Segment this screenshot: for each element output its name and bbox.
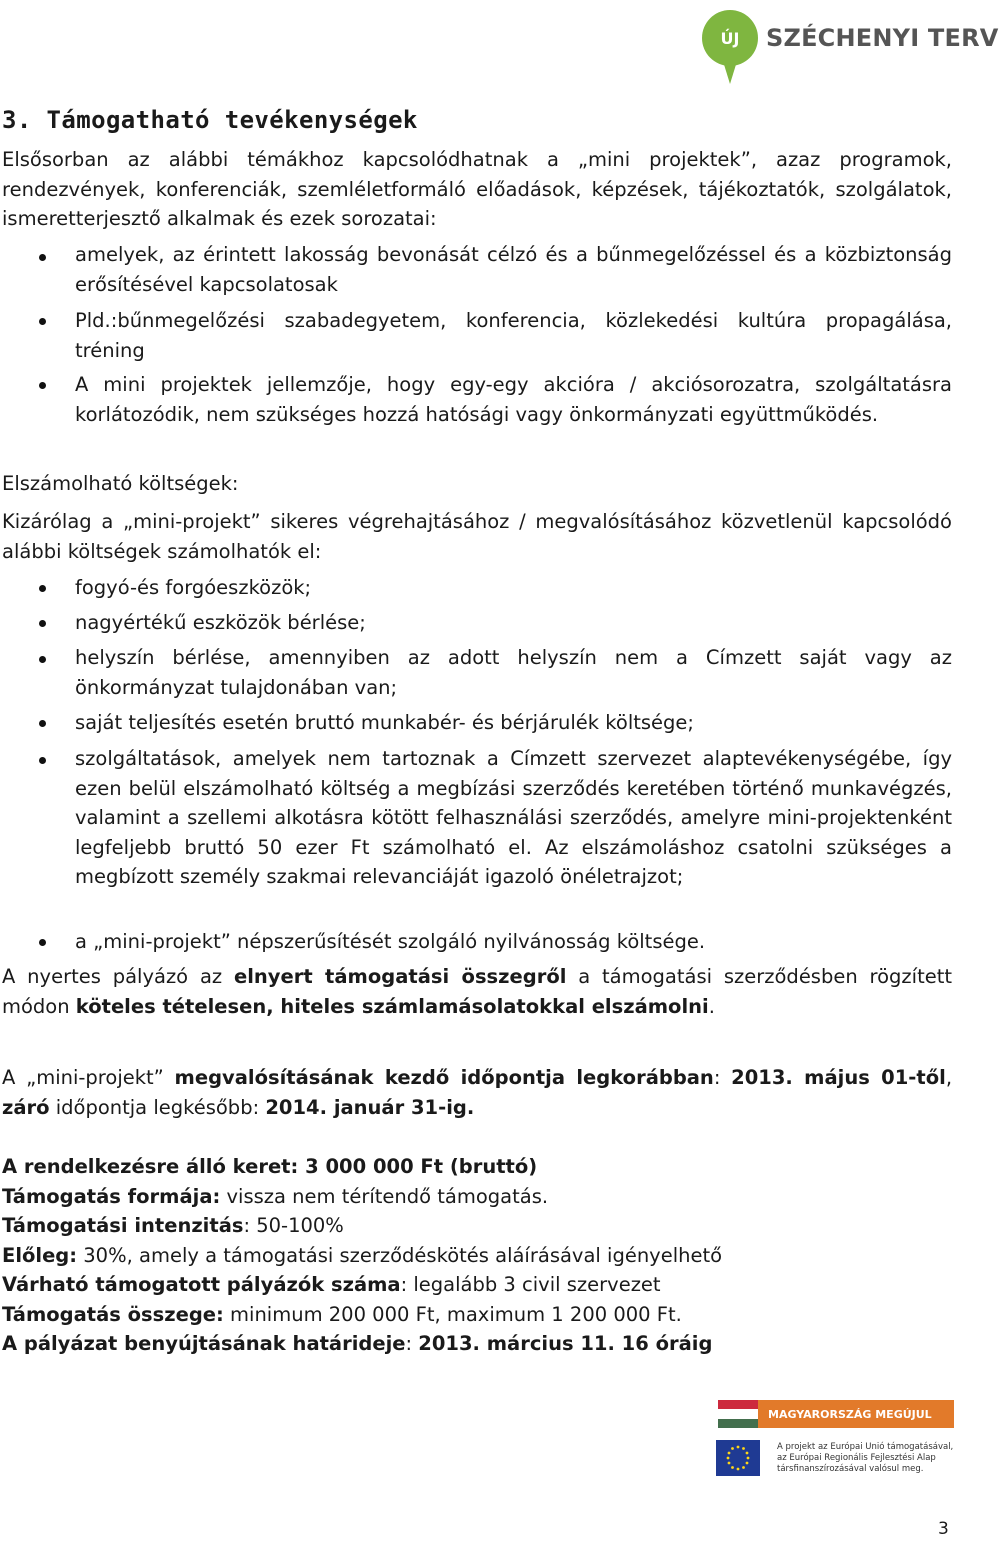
bullet-dot — [39, 585, 46, 592]
expected-label: Várható támogatott pályázók száma — [2, 1273, 401, 1296]
eu-funding-note: A projekt az Európai Unió támogatásával, az Európai Regionális Fejlesztési Alap társfinanszírozásával valósul meg. — [777, 1442, 954, 1474]
activity-bullet: amelyek, az érintett lakosság bevonását célzó és a bűnmegelőzéssel és a közbiztonság erősítésével kapcsolatosak — [75, 243, 952, 296]
advance-value: 30%, amely a támogatási szerződéskötés aláírásával igényelhető — [77, 1243, 723, 1267]
logo-text: SZÉCHENYI TERV — [766, 24, 999, 52]
page-number: 3 — [938, 1519, 949, 1539]
cost-item: fogyó-és forgóeszközök; — [75, 576, 312, 599]
form-line — [2, 1182, 722, 1212]
bullet-dot — [39, 620, 46, 627]
expected-value: : legalább 3 civil szervezet — [400, 1273, 661, 1296]
settlement-bold: köteles tételesen, hiteles számlamásolatokkal elszámolni — [75, 994, 709, 1018]
timing-end-date: 2014. január 31-ig. — [265, 1095, 475, 1119]
amount-label: Támogatás összege: — [2, 1302, 224, 1326]
bullet-dot — [39, 757, 46, 764]
settlement-text: . — [708, 994, 715, 1018]
amount-value: minimum 200 000 Ft, maximum 1 200 000 Ft. — [223, 1302, 682, 1326]
bullet-dot — [39, 318, 46, 325]
deadline-sep: : — [405, 1332, 419, 1355]
deadline-line — [2, 1329, 722, 1359]
form-value: vissza nem térítendő támogatás. — [220, 1184, 549, 1208]
amount-line — [2, 1300, 722, 1330]
deadline-label: A pályázat benyújtásának határideje — [2, 1332, 406, 1355]
expected-line — [2, 1270, 722, 1300]
settlement-paragraph — [2, 962, 952, 1021]
timing-paragraph — [2, 1063, 952, 1122]
advance-line — [2, 1241, 722, 1271]
timing-bold: megvalósításának kezdő időpontja legkorábban — [174, 1066, 714, 1089]
bullet-dot — [39, 939, 46, 946]
intensity-label: Támogatási intenzitás — [2, 1214, 244, 1237]
bullet-dot — [39, 720, 46, 727]
cost-item: nagyértékű eszközök bérlése; — [75, 611, 366, 634]
deadline-value: 2013. március 11. 16 óráig — [418, 1332, 713, 1355]
activity-bullet: Pld.:bűnmegelőzési szabadegyetem, konferencia, közlekedési kultúra propagálása, tréning — [75, 309, 952, 362]
eu-stars-icon — [716, 1440, 760, 1476]
activity-bullet: A mini projektek jellemzője, hogy egy-egy akcióra / akciósorozatra, szolgáltatásra korlátozódik, nem szükséges hozzá hatósági vagy önkormányzati együttműködés. — [75, 373, 952, 426]
bullet-dot — [39, 656, 46, 663]
cost-item: a „mini-projekt” népszerűsítését szolgáló nyilvánosság költsége. — [75, 930, 706, 953]
intensity-line — [2, 1211, 722, 1241]
form-label: Támogatás formája: — [2, 1184, 221, 1208]
cost-item: saját teljesítés esetén bruttó munkabér- és bérjárulék költsége; — [75, 711, 694, 734]
timing-start-date: 2013. május 01-től — [731, 1066, 946, 1089]
logo-mark: ÚJ — [702, 10, 758, 66]
cost-item: szolgáltatások, amelyek nem tartoznak a Címzett szervezet alaptevékenységébe, így ezen belül elszámolható költség a megbízási szerződés keretében történő munkavégzés, valamint a szellemi alkotásra kötött felhasználási szerződés, amelyre mini-projektenként legfeljebb bruttó 50 ezer Ft számolható el. Az elszámoláshoz csatolni szükséges a megbízott személy szakmai relevanciáját igazoló önéletrajzot; — [75, 747, 952, 888]
section-title: 3. Támogatható tevékenységek — [2, 106, 418, 134]
timing-text: : — [713, 1066, 732, 1089]
settlement-text: A nyertes pályázó az — [2, 965, 234, 988]
advance-label: Előleg: — [2, 1243, 78, 1267]
bullet-dot — [39, 382, 46, 389]
details-block — [2, 1152, 722, 1359]
timing-text: , — [945, 1066, 953, 1089]
cost-item: helyszín bérlése, amennyiben az adott helyszín nem a Címzett saját vagy az önkormányzat tulajdonában van; — [75, 646, 952, 699]
budget-line: A rendelkezésre álló keret: 3 000 000 Ft (bruttó) — [2, 1155, 538, 1178]
section-intro: Elsősorban az alábbi témákhoz kapcsolódhatnak a „mini projektek”, azaz programok, rendezvények, konferenciák, szemléletformáló előadások, képzések, tájékoztatók, szolgálatok, ismeretterjesztő alkalmak és ezek sorozatai: — [2, 148, 952, 230]
timing-bold: záró — [2, 1095, 50, 1119]
timing-text: időpontja legkésőbb: — [49, 1095, 266, 1119]
costs-title: Elszámolható költségek: — [2, 472, 239, 495]
settlement-bold: elnyert támogatási összegről — [233, 965, 567, 988]
costs-intro: Kizárólag a „mini-projekt” sikeres végrehajtásához / megvalósításához közvetlenül kapcsolódó alábbi költségek számolhatók el: — [2, 510, 952, 563]
timing-text: A „mini-projekt” — [2, 1066, 175, 1089]
intensity-value: : 50-100% — [243, 1214, 344, 1237]
hungarian-flag-icon — [718, 1400, 758, 1428]
bullet-dot — [39, 254, 46, 261]
szechenyi-terv-logo — [700, 6, 999, 86]
magyarorszag-megujul-banner: MAGYARORSZÁG MEGÚJUL — [758, 1400, 954, 1428]
settlement-text: a támogatási szerződésben rögzített módon — [2, 965, 953, 1018]
eu-flag-icon — [716, 1440, 760, 1476]
